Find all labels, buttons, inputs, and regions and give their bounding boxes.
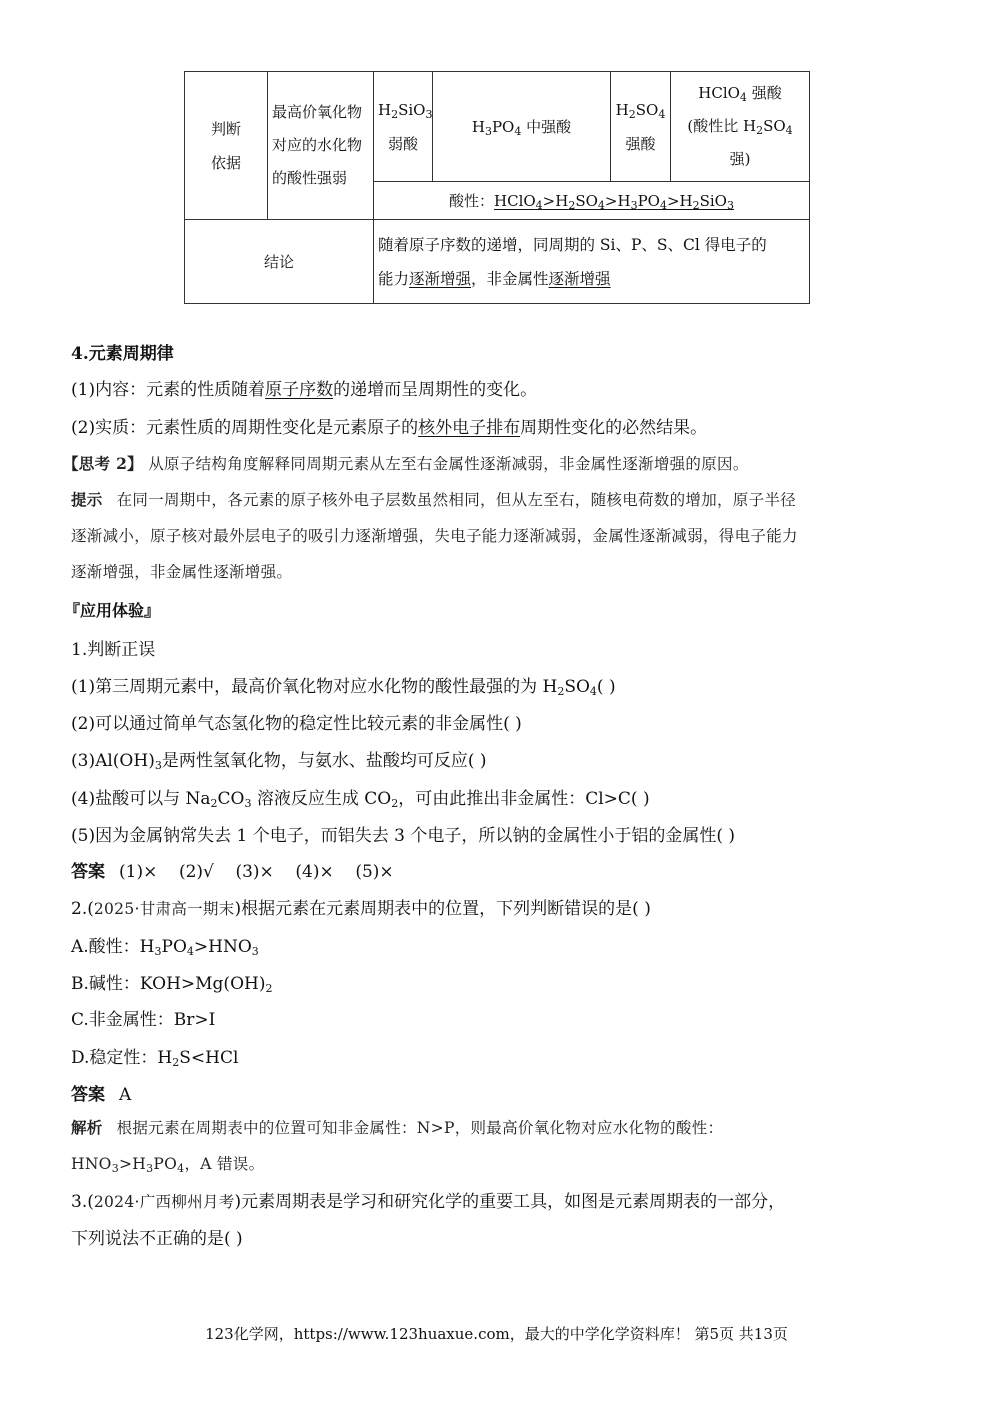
acidity-order-cell: 酸性：$HClO_4>H_2SO_4>H_3PO_4>H_2SiO_3$: [374, 182, 810, 220]
q2-option-d: D.稳定性：$H_2S<HCl$: [71, 1048, 239, 1069]
q1-4d: ，可由此推出非金属性：Cl>C( ): [398, 789, 650, 809]
q2-a-mid: PO: [161, 937, 187, 957]
section4-content-u: 原子序数: [265, 380, 334, 400]
q2-option-b: B.碱性：$KOH>Mg(OH)_2$: [71, 974, 273, 995]
acidity-label: 酸性：: [449, 192, 495, 210]
analysis-label: 解析: [71, 1118, 103, 1137]
q2-stem: [71, 894, 651, 919]
q1-1b: SO: [564, 677, 590, 697]
hclo4-cell: HClO$_4$ 强酸 (酸性比 $H_2SO_4$ 强): [671, 72, 810, 182]
h3po4-cell: $H_3PO_4$ 中强酸: [433, 72, 611, 182]
q3-post: )元素周期表是学习和研究化学的重要工具，如图是元素周期表的一部分，: [234, 1192, 786, 1212]
section4-content-pre: (1)内容：元素的性质随着: [71, 380, 266, 400]
section4-essence-post: 周期性变化的必然结果。: [520, 418, 708, 438]
q1-item-3: $(3)Al(OH)_3$是两性氢氧化物，与氨水、盐酸均可反应( ): [71, 751, 487, 772]
q1-1c: ( ): [596, 677, 616, 697]
analysis-2a: HNO: [71, 1155, 112, 1173]
think-question-1: 从原子结构角度解释同周期元素从左至右金属性逐渐减弱，非金属性逐渐增强的原因。: [142, 455, 749, 473]
hint-line-3: 逐渐增强，非金属性逐渐增强。: [71, 563, 293, 581]
q2-option-a: A.酸性：$H_3PO_4>HNO_3$: [71, 937, 259, 958]
hint-1: 在同一周期中，各元素的原子核外电子层数虽然相同，但从左至右，随核电荷数的增加，原子半径: [116, 491, 797, 509]
section4-title: 4.元素周期律: [71, 344, 174, 364]
analysis-2d: ，A 错误。: [184, 1155, 265, 1173]
q2-pre: 2.(: [71, 899, 94, 919]
q2-answer: [71, 1080, 131, 1105]
h2sio3-cell: $H_2SiO_3$ 弱酸: [374, 72, 433, 182]
q1-4a: (4)盐酸可以与 Na: [71, 789, 211, 809]
q1-item-5: (5)因为金属钠常失去 1 个电子，而铝失去 3 个电子，所以钠的金属性小于铝的金属性( ): [71, 826, 735, 846]
basis-desc-cell: [268, 72, 374, 220]
analysis-line-2: $HNO_3>H_3PO_4$，A 错误。: [71, 1155, 265, 1175]
q3-stem: [71, 1187, 785, 1212]
page-footer: 123化学网，https://www.123huaxue.com，最大的中学化学资料库！ 第5页 共13页: [205, 1325, 788, 1343]
q1-item-1: (1)第三周期元素中，最高价氧化物对应水化物的酸性最强的为 $H_2SO_4$( ): [71, 677, 616, 698]
q2-d-post: S<HCl: [179, 1048, 239, 1068]
hclo4-note-open: (酸性比: [687, 117, 743, 135]
conclusion-label-cell: [185, 220, 374, 304]
q3-pre: 3.(: [71, 1192, 94, 1212]
think-label: 【思考 2】: [63, 454, 143, 473]
h2sio3-strength: 弱酸: [387, 134, 418, 153]
conclusion-b: 能力: [378, 269, 410, 288]
section4-essence: [71, 413, 707, 438]
hclo4-note-close: 强): [729, 150, 751, 168]
q1-answer: [71, 857, 394, 882]
analysis-1: 根据元素在周期表中的位置可知非金属性：N>P，则最高价氧化物对应水化物的酸性：: [116, 1119, 724, 1137]
q1-3b: 是两性氢氧化物，与氨水、盐酸均可反应( ): [161, 751, 487, 771]
q1-3a: (3)Al(OH): [71, 751, 155, 771]
q1-4b: CO: [217, 789, 245, 809]
q3-stem-line-2: 下列说法不正确的是( ): [71, 1229, 243, 1249]
q2-src: 2025·甘肃高一期末: [93, 900, 235, 918]
analysis-line-1: [71, 1116, 723, 1138]
practice-heading: 『应用体验』: [64, 601, 161, 620]
hint-line-2: 逐渐减小，原子核对最外层电子的吸引力逐渐增强，失电子能力逐渐减弱，金属性逐渐减弱，得电子能力: [71, 527, 798, 545]
q2-b-pre: B.碱性：KOH>Mg(OH): [71, 974, 266, 994]
q1-1a: (1)第三周期元素中，最高价氧化物对应水化物的酸性最强的为 H: [71, 677, 558, 697]
section4-content-post: 的递增而呈周期性的变化。: [333, 380, 538, 400]
analysis-2c: PO: [153, 1155, 178, 1173]
q1-answer-1: (1)× (2)√ (3)× (4)× (5)×: [119, 862, 394, 882]
conclusion-text-cell: [374, 220, 810, 304]
basis-desc: 最高价氧化物对应的水化物的酸性强弱: [272, 103, 363, 187]
q1-title: 1.判断正误: [71, 640, 156, 660]
q3-src: 2024·广西柳州月考: [93, 1193, 235, 1211]
conclusion-b-u1: 逐渐增强: [409, 269, 472, 288]
q2-answer-1: A: [119, 1085, 132, 1105]
q2-option-c: C.非金属性：Br>I: [71, 1010, 216, 1030]
q2-a-post: >HNO: [193, 937, 252, 957]
answer-label: 答案: [71, 862, 105, 882]
basis-label: 判断依据: [210, 119, 241, 172]
section4-essence-u: 核外电子排布: [418, 418, 521, 438]
q1-4c: 溶液反应生成 CO: [256, 789, 392, 809]
q2-a-pre: A.酸性：H: [71, 937, 155, 957]
section4-content: [71, 375, 537, 400]
answer-label: 答案: [71, 1085, 105, 1105]
acidity-table: [184, 71, 810, 304]
analysis-2b: >H: [119, 1155, 147, 1173]
section4-essence-pre: (2)实质：元素性质的周期性变化是元素原子的: [71, 418, 419, 438]
hint-label: 提示: [71, 490, 103, 509]
basis-label-cell: [185, 72, 268, 220]
conclusion-b-mid: ，非金属性: [471, 269, 549, 288]
h2so4-cell: $H_2SO_4$ 强酸: [611, 72, 671, 182]
conclusion-label: 结论: [263, 253, 294, 271]
conclusion-line-1: 随着原子序数的递增，同周期的 Si、P、S、Cl 得电子的: [378, 235, 767, 254]
q2-post: )根据元素在元素周期表中的位置，下列判断错误的是( ): [234, 899, 651, 919]
conclusion-b-u2: 逐渐增强: [548, 269, 611, 288]
q1-item-2: (2)可以通过简单气态氢化物的稳定性比较元素的非金属性( ): [71, 714, 522, 734]
hclo4-strength: 强酸: [751, 84, 782, 102]
hint-line-1: [71, 488, 796, 510]
q2-d-pre: D.稳定性：H: [71, 1048, 173, 1068]
q1-item-4: (4)盐酸可以与 $Na_2CO_3$ 溶液反应生成 $CO_2$，可由此推出非金属性：Cl>C( ): [71, 789, 650, 810]
think-question: [63, 452, 749, 474]
h3po4-strength: 中强酸: [526, 118, 572, 136]
h2so4-strength: 强酸: [625, 134, 656, 153]
